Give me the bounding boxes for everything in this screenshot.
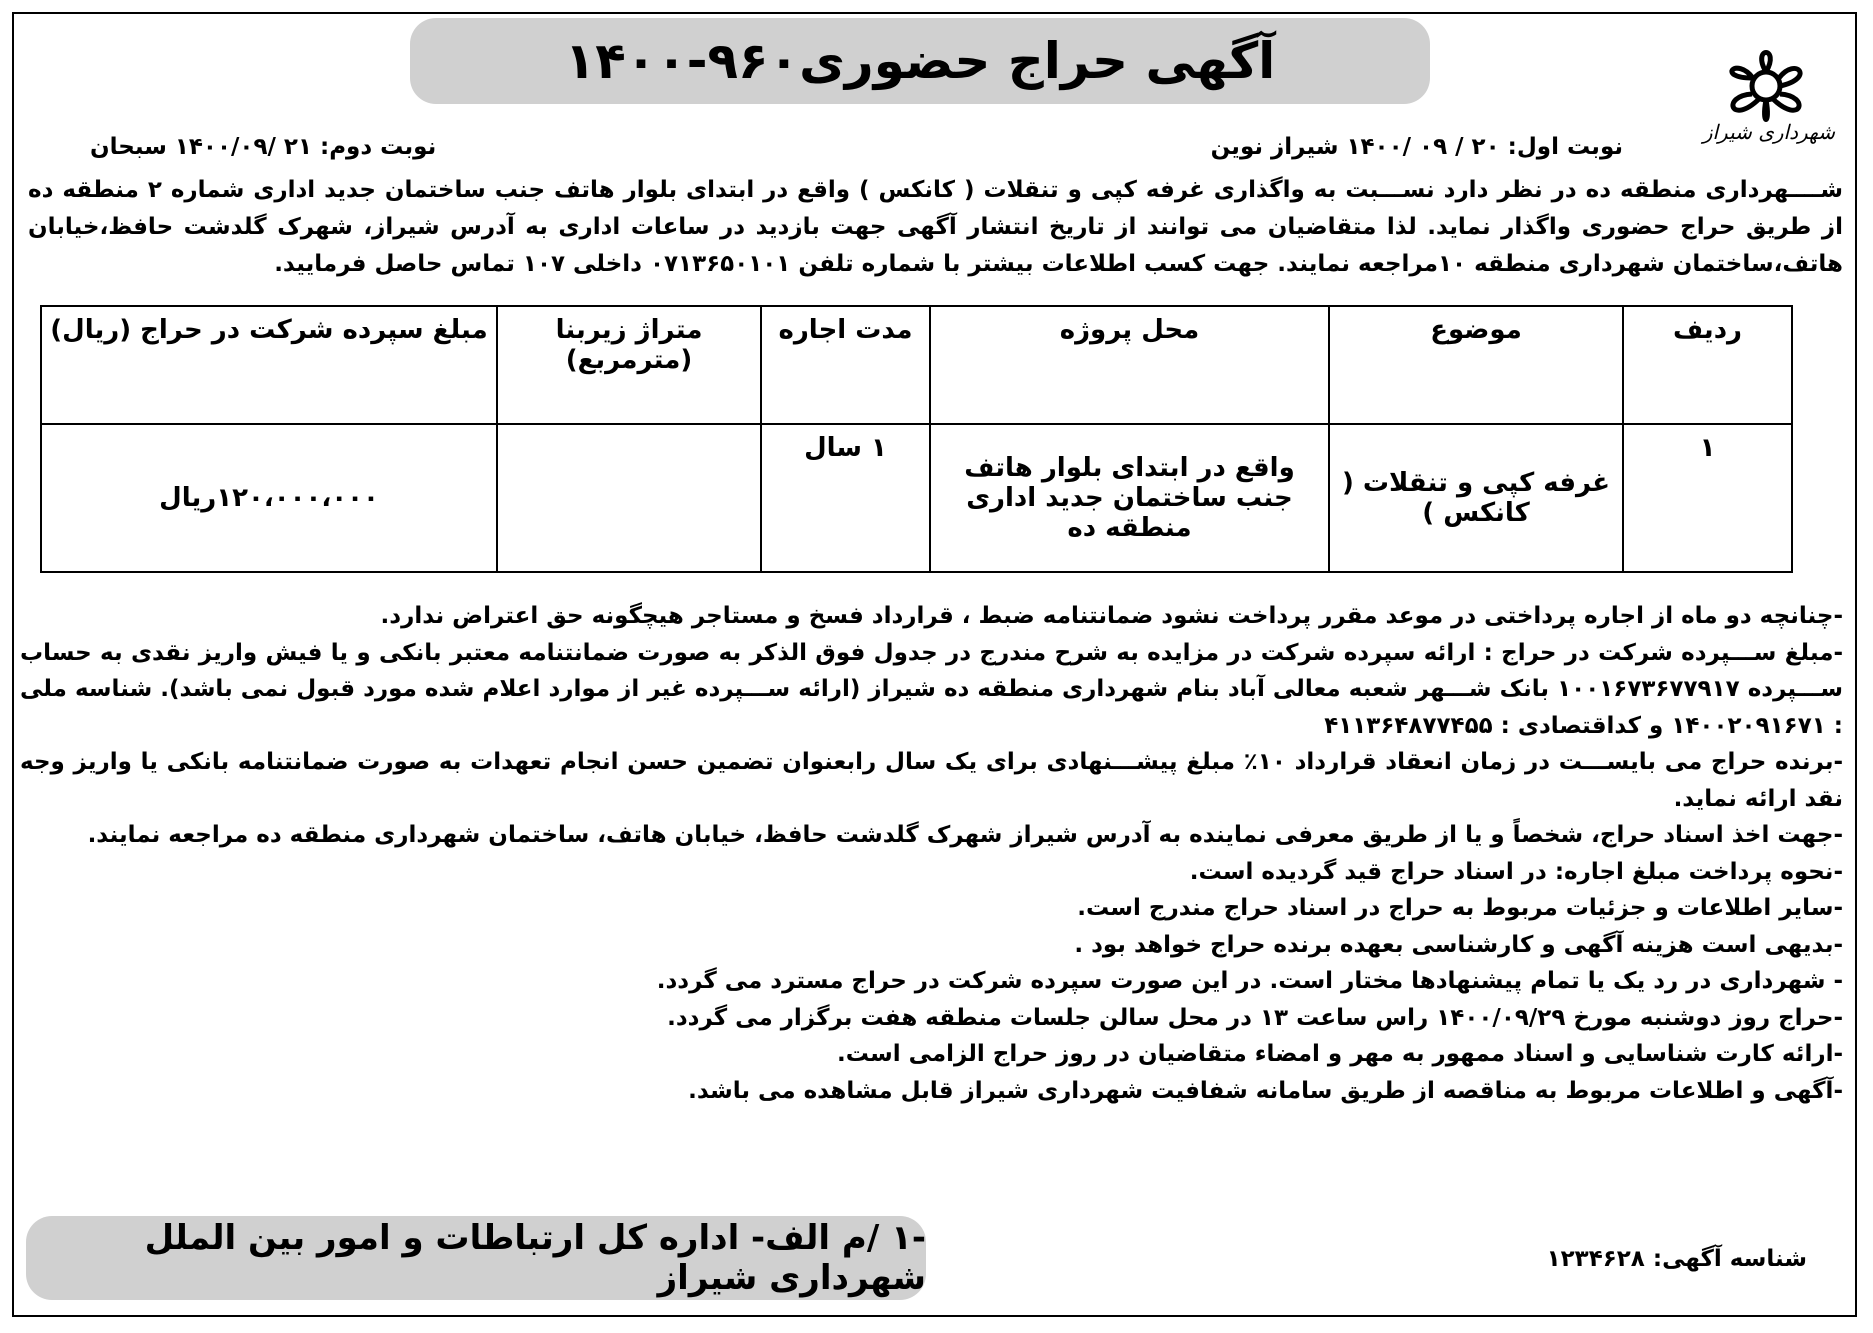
header-row-number: ردیف [1623,306,1792,424]
note-item: -آگهی و اطلاعات مربوط به مناقصه از طریق سامانه شفافیت شهرداری شیراز قابل مشاهده می باشد. [688,1077,1843,1104]
cell-subject: غرفه کپی و تنقلات ( کانکس ) [1329,424,1623,572]
cell-row-number: ۱ [1623,424,1792,572]
auction-table [40,305,1793,573]
header-project-location: محل پروژه [930,306,1329,424]
title-banner [410,18,1430,104]
header-lease-duration: مدت اجاره [761,306,930,424]
page-title: آگهی حراج حضوری۹۶۰-۱۴۰۰ [564,32,1276,90]
cell-lease-duration: ۱ سال [761,424,930,572]
footer-banner-text: -۱ /م الف- اداره کل ارتباطات و امور بین الملل شهرداری شیراز [144,1218,926,1298]
cell-deposit-amount: ۱۲۰،۰۰۰،۰۰۰ریال [41,424,497,572]
logo-text: شهرداری شیراز [1702,120,1835,144]
note-item: -ارائه کارت شناسایی و اسناد ممهور به مهر و امضاء متقاضیان در روز حراج الزامی است. [836,1041,1843,1067]
first-turn: نوبت اول: ۲۰ / ۰۹ /۱۴۰۰ شیراز نوین [1210,134,1623,160]
notes-list [20,598,1843,1109]
note-item: -نحوه پرداخت مبلغ اجاره: در اسناد حراج قید گردیده است. [1189,858,1843,885]
cell-project-location: واقع در ابتدای بلوار هاتف جنب ساختمان جدید اداری منطقه ده [930,424,1329,572]
table-header-row [41,306,1792,424]
note-item: - شهرداری در رد یک یا تمام پیشنهادها مختار است. در این صورت سپرده شرکت در حراج مسترد می گردد. [656,968,1843,994]
footer-banner [26,1216,926,1300]
table-row [41,424,1792,572]
note-item: -جهت اخذ اسناد حراج، شخصاً و یا از طریق معرفی نماینده به آدرس شیراز شهرک گلدشت حافظ، خیابان هاتف، ساختمان شهرداری منطقه ده مراجعه نمایند. [87,822,1843,848]
note-item: -سایر اطلاعات و جزئیات مربوط به حراج در اسناد حراج مندرج است. [1077,895,1843,921]
note-item: -برنده حراج می بایســـت در زمان انعقاد قرارداد ۱۰٪ مبلغ پیشـــنهادی برای یک سال رابعنوان تضمین حسن انجام تعهدات به صورت ضمانتنامه بانکی یا واریز وجه نقد ارائه نماید. [20,749,1844,812]
note-item: -حراج روز دوشنبه مورخ ۱۴۰۰/۰۹/۲۹ راس ساعت ۱۳ در محل سالن جلسات منطقه هفت برگزار می گردد. [667,1004,1843,1031]
second-turn: نوبت دوم: ۲۱ /۱۴۰۰/۰۹ سبحان [90,134,437,160]
ad-id: شناسه آگهی: ۱۲۳۴۶۲۸ [1546,1246,1807,1272]
note-item: -چنانچه دو ماه از اجاره پرداختی در موعد مقرر پرداخت نشود ضمانتنامه ضبط ، قرارداد فسخ و مستاجر هیچگونه حق اعتراض ندارد. [380,603,1843,629]
header-subject: موضوع [1329,306,1623,424]
note-item: -بدیهی است هزینه آگهی و کارشناسی بعهده برنده حراج خواهد بود . [1074,931,1843,958]
header-floor-area: متراژ زیربنا (مترمربع) [497,306,761,424]
header-deposit-amount: مبلغ سپرده شرکت در حراج (ریال) [41,306,497,424]
cell-floor-area [497,424,761,572]
note-item: -مبلغ ســـپرده شرکت در حراج : ارائه سپرده شرکت در مزایده به شرح مندرج در جدول فوق الذکر به صورت ضمانتنامه معتبر بانکی و یا فیش واریز نقدی به حساب ســـپرده ۱۰۰۱۶۷۳۶۷۷۹۱۷ بانک شـــهر شعبه معالی آباد بنام شهرداری منطقه ده شیراز (ارائه ســـپرده غیر از موارد اعلام شده مورد قبول نمی باشد). شناسه ملی : ۱۴۰۰۲۰۹۱۶۷۱ و کداقتصادی : ۴۱۱۳۶۴۸۷۷۴۵۵ [20,639,1843,739]
intro-paragraph: شــــهرداری منطقه ده در نظر دارد نســـبت به واگذاری غرفه کپی و تنقلات ( کانکس ) واقع در ابتدای بلوار هاتف جنب ساختمان جدید اداری شماره ۲ منطقه ده از طریق حراج حضوری واگذار نماید. لذا متقاضیان می توانند از تاریخ انتشار آگهی جهت بازدید در ساعات اداری به آدرس شیراز، شهرک گلدشت حافظ،خیابان هاتف،ساختمان شهرداری منطقه ۱۰مراجعه نمایند. جهت کسب اطلاعات بیشتر با شماره تلفن ۰۷۱۳۶۵۰۱۰۱ داخلی ۱۰۷ تماس حاصل فرمایید. [28,177,1843,277]
